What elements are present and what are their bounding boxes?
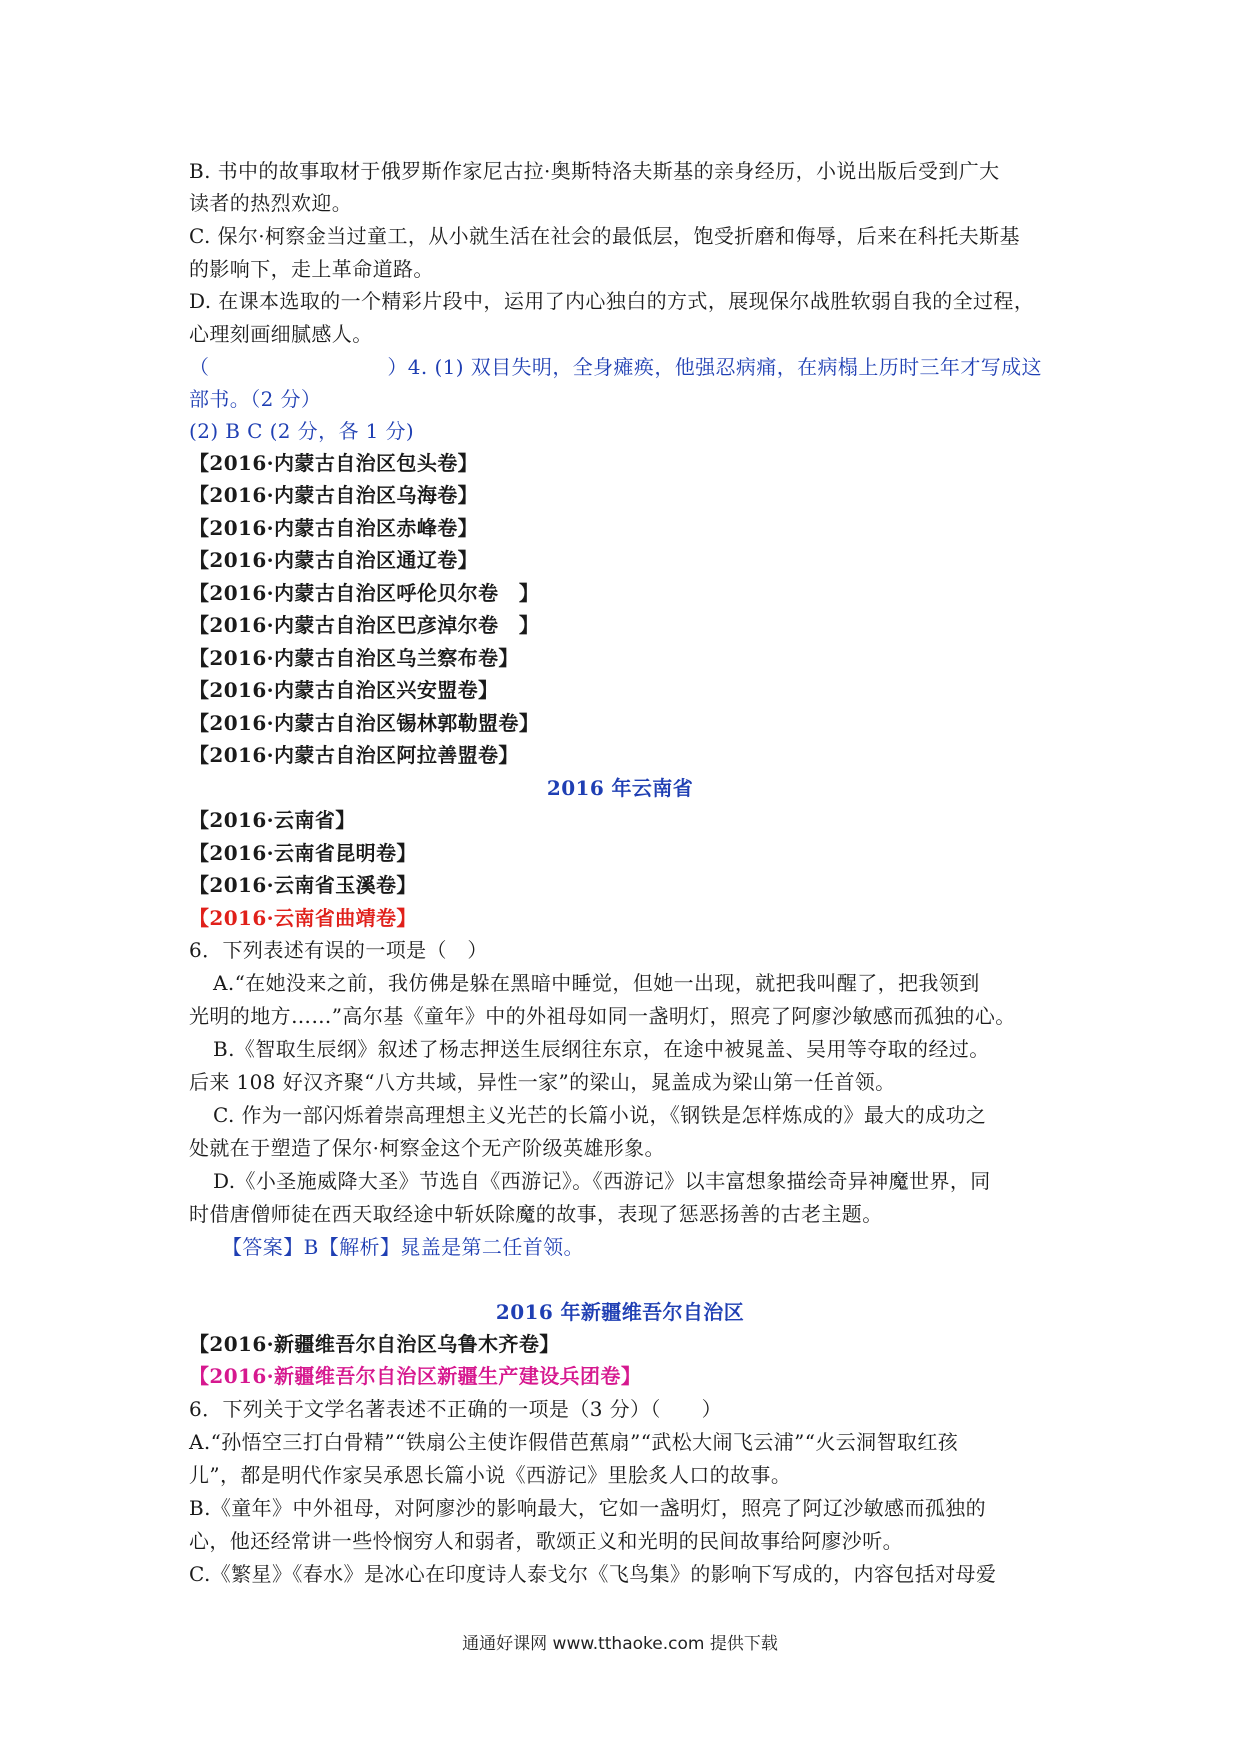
option-d-line-1: D. 在课本选取的一个精彩片段中，运用了内心独白的方式，展现保尔战胜软弱自我的全过程， bbox=[189, 289, 1035, 313]
q6b-option-b-line-1: B.《童年》中外祖母，对阿廖沙的影响最大，它如一盏明灯，照亮了阿辽沙敏感而孤独的 bbox=[189, 1496, 987, 1520]
q6-option-a-line-1: A.“在她没来之前，我仿佛是躲在黑暗中睡觉，但她一出现，就把我叫醒了，把我领到 bbox=[213, 971, 980, 995]
page-footer: 通通好课网 www.tthaoke.com 提供下载 bbox=[462, 1634, 778, 1654]
answer-4-line-2: 部书。（2 分） bbox=[189, 387, 322, 411]
heading-alxa: 【2016·内蒙古自治区阿拉善盟卷】 bbox=[189, 743, 519, 767]
question-6b-stem: 6．下列关于文学名著表述不正确的一项是（3 分）（ ） bbox=[189, 1397, 723, 1421]
option-b-line-2: 读者的热烈欢迎。 bbox=[189, 191, 353, 215]
heading-baotou: 【2016·内蒙古自治区包头卷】 bbox=[189, 451, 479, 475]
heading-yunnan: 【2016·云南省】 bbox=[189, 808, 356, 832]
heading-bingtuan: 【2016·新疆维吾尔自治区新疆生产建设兵团卷】 bbox=[189, 1364, 642, 1388]
heading-xilingol: 【2016·内蒙古自治区锡林郭勒盟卷】 bbox=[189, 711, 540, 735]
heading-chifeng: 【2016·内蒙古自治区赤峰卷】 bbox=[189, 516, 479, 540]
q6-option-b-line-2: 后来 108 好汉齐聚“八方共域，异性一家”的梁山，晁盖成为梁山第一任首领。 bbox=[189, 1070, 896, 1094]
heading-xinganmeng: 【2016·内蒙古自治区兴安盟卷】 bbox=[189, 678, 499, 702]
option-d-line-2: 心理刻画细腻感人。 bbox=[189, 322, 373, 346]
q6b-option-b-line-2: 心，他还经常讲一些怜悯穷人和弱者，歌颂正义和光明的民间故事给阿廖沙听。 bbox=[189, 1529, 903, 1553]
answer-4-part-2: (2) B C (2 分，各 1 分) bbox=[189, 419, 415, 443]
q6b-option-a-line-2: 儿”，都是明代作家吴承恩长篇小说《西游记》里脍炙人口的故事。 bbox=[189, 1463, 792, 1487]
heading-hulunbuir: 【2016·内蒙古自治区呼伦贝尔卷 】 bbox=[189, 581, 540, 605]
heading-urumqi: 【2016·新疆维吾尔自治区乌鲁木齐卷】 bbox=[189, 1332, 560, 1356]
answer-4-line-1 bbox=[189, 352, 1059, 382]
answer-4-text: ）4. (1) 双目失明，全身瘫痪，他强忍病痛，在病榻上历时三年才写成这 bbox=[387, 355, 1042, 379]
option-c-line-2: 的影响下，走上革命道路。 bbox=[189, 257, 434, 281]
q6b-option-a-line-1: A.“孙悟空三打白骨精”“铁扇公主使诈假借芭蕉扇”“武松大闹飞云浦”“火云洞智取红孩 bbox=[189, 1430, 959, 1454]
heading-yuxi: 【2016·云南省玉溪卷】 bbox=[189, 873, 417, 897]
heading-ulanqab: 【2016·内蒙古自治区乌兰察布卷】 bbox=[189, 646, 519, 670]
section-heading-yunnan: 2016 年云南省 bbox=[546, 776, 694, 800]
q6-option-a-line-2: 光明的地方……”高尔基《童年》中的外祖母如同一盏明灯，照亮了阿廖沙敏感而孤独的心。 bbox=[189, 1004, 1016, 1028]
q6-option-c-line-1: C. 作为一部闪烁着崇高理想主义光芒的长篇小说，《钢铁是怎样炼成的》最大的成功之 bbox=[213, 1103, 987, 1127]
q6-option-d-line-1: D.《小圣施威降大圣》节选自《西游记》。《西游记》以丰富想象描绘奇异神魔世界，同 bbox=[213, 1169, 991, 1193]
q6b-option-c-line-1: C.《繁星》《春水》是冰心在印度诗人泰戈尔《飞鸟集》的影响下写成的，内容包括对母爱 bbox=[189, 1562, 997, 1586]
question-6-stem: 6．下列表述有误的一项是（ ） bbox=[189, 938, 488, 962]
heading-kunming: 【2016·云南省昆明卷】 bbox=[189, 841, 417, 865]
section-heading-xinjiang: 2016 年新疆维吾尔自治区 bbox=[495, 1300, 745, 1324]
heading-bayannur: 【2016·内蒙古自治区巴彦淖尔卷 】 bbox=[189, 613, 540, 637]
heading-wuhai: 【2016·内蒙古自治区乌海卷】 bbox=[189, 483, 479, 507]
q6-answer: 【答案】B【解析】晁盖是第二任首领。 bbox=[222, 1235, 584, 1259]
option-c-line-1: C. 保尔·柯察金当过童工，从小就生活在社会的最低层，饱受折磨和侮辱，后来在科托夫斯基 bbox=[189, 224, 1020, 248]
q6-option-c-line-2: 处就在于塑造了保尔·柯察金这个无产阶级英雄形象。 bbox=[189, 1136, 665, 1160]
q6-option-b-line-1: B.《智取生辰纲》叙述了杨志押送生辰纲往东京，在途中被晁盖、吴用等夺取的经过。 bbox=[213, 1037, 990, 1061]
answer-open-paren: （ bbox=[189, 355, 210, 379]
heading-tongliao: 【2016·内蒙古自治区通辽卷】 bbox=[189, 548, 479, 572]
heading-qujing: 【2016·云南省曲靖卷】 bbox=[189, 906, 417, 930]
option-b-line-1: B. 书中的故事取材于俄罗斯作家尼古拉·奥斯特洛夫斯基的亲身经历，小说出版后受到广大 bbox=[189, 159, 1000, 183]
q6-option-d-line-2: 时借唐僧师徒在西天取经途中斩妖除魔的故事，表现了惩恶扬善的古老主题。 bbox=[189, 1202, 883, 1226]
